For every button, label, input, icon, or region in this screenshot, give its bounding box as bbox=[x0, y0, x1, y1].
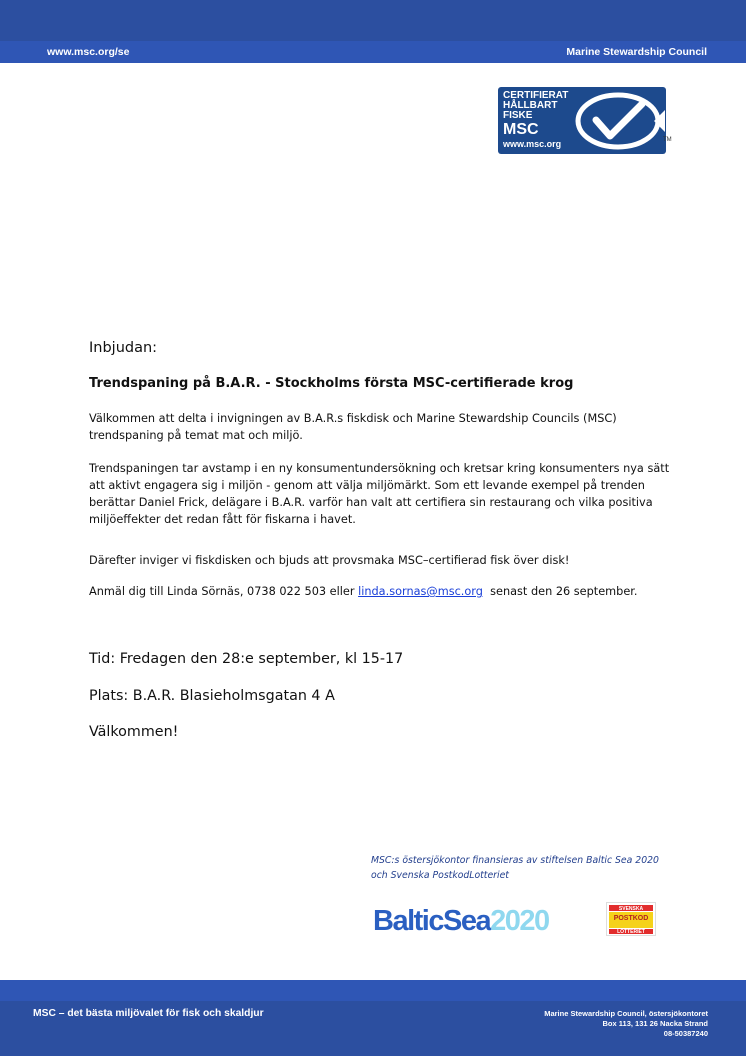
header-bar bbox=[0, 41, 746, 63]
funding-note bbox=[371, 853, 659, 883]
postkod-label-1: SVENSKA bbox=[618, 906, 644, 912]
footer bbox=[0, 1001, 746, 1056]
baltic-logo-year: 2020 bbox=[490, 905, 549, 937]
baltic-logo-word: BalticSea bbox=[373, 905, 491, 937]
welcome-text: Välkommen! bbox=[89, 724, 179, 740]
event-place: Plats: B.A.R. Blasieholmsgatan 4 A bbox=[89, 688, 335, 704]
footer-slogan: MSC – det bästa miljövalet för fisk och skaldjur bbox=[33, 1008, 264, 1019]
postkod-label-2: POSTKOD bbox=[613, 915, 649, 922]
postkod-label-3: LOTTERIET bbox=[617, 929, 645, 935]
logo-line-1: CERTIFIERAT bbox=[503, 90, 569, 101]
email-link[interactable]: linda.sornas@msc.org bbox=[358, 585, 483, 598]
register-deadline: senast den 26 september. bbox=[482, 585, 638, 598]
msc-fish-check-icon bbox=[566, 90, 666, 152]
footer-address bbox=[544, 1009, 708, 1039]
intro-label: Inbjudan: bbox=[89, 340, 158, 356]
logo-trademark: TM bbox=[663, 137, 672, 143]
invitation-body bbox=[89, 340, 670, 598]
paragraph-welcome: Välkommen att delta i invigningen av B.A.R.s fiskdisk och Marine Stewardship Councils (MSC) trendspaning på temat mat och miljö. bbox=[89, 412, 617, 442]
footer-address-line-2: Box 113, 131 26 Nacka Strand bbox=[602, 1019, 708, 1028]
footer-phone: 08-50387240 bbox=[663, 1029, 708, 1038]
logo-line-4: MSC bbox=[503, 121, 539, 138]
logo-line-3: FISKE bbox=[503, 110, 533, 121]
event-time: Tid: Fredagen den 28:e september, kl 15-17 bbox=[89, 651, 404, 667]
funding-line-1: MSC:s östersjökontor finansieras av stiftelsen Baltic Sea 2020 bbox=[371, 855, 659, 866]
paragraph-tasting: Därefter inviger vi fiskdisken och bjuds att provsmaka MSC–certifierad fisk över disk! bbox=[89, 554, 570, 567]
msc-logo-text bbox=[503, 91, 568, 149]
footer-address-line-1: Marine Stewardship Council, östersjökontoret bbox=[544, 1009, 708, 1018]
funding-line-2: och Svenska PostkodLotteriet bbox=[371, 870, 509, 881]
register-text: Anmäl dig till Linda Sörnäs, 0738 022 503 eller bbox=[89, 585, 359, 598]
baltic-sea-2020-logo bbox=[373, 905, 549, 938]
msc-logo bbox=[498, 87, 672, 154]
header-url[interactable]: www.msc.org/se bbox=[47, 46, 130, 58]
logo-line-5: www.msc.org bbox=[503, 139, 562, 149]
paragraph-register bbox=[89, 583, 679, 600]
header-band bbox=[0, 0, 746, 41]
postkodlotteriet-logo bbox=[606, 902, 656, 936]
paragraph-trend: Trendspaningen tar avstamp i en ny konsumentundersökning och kretsar kring konsumenters nya sätt att aktivt engagera sig i miljön - genom att välja miljömärkt. Som ett levande exempel på trenden berättar Daniel Frick, delägare i B.A.R. varför han valt att certifiera sin restaurang och vilka positiva miljöeffekter det redan fått för fiskarna i havet. bbox=[89, 462, 670, 526]
footer-band bbox=[0, 980, 746, 1001]
header-org: Marine Stewardship Council bbox=[566, 46, 707, 58]
logo-line-2: HÅLLBART bbox=[503, 100, 558, 111]
headline: Trendspaning på B.A.R. - Stockholms första MSC-certifierade krog bbox=[89, 376, 574, 391]
